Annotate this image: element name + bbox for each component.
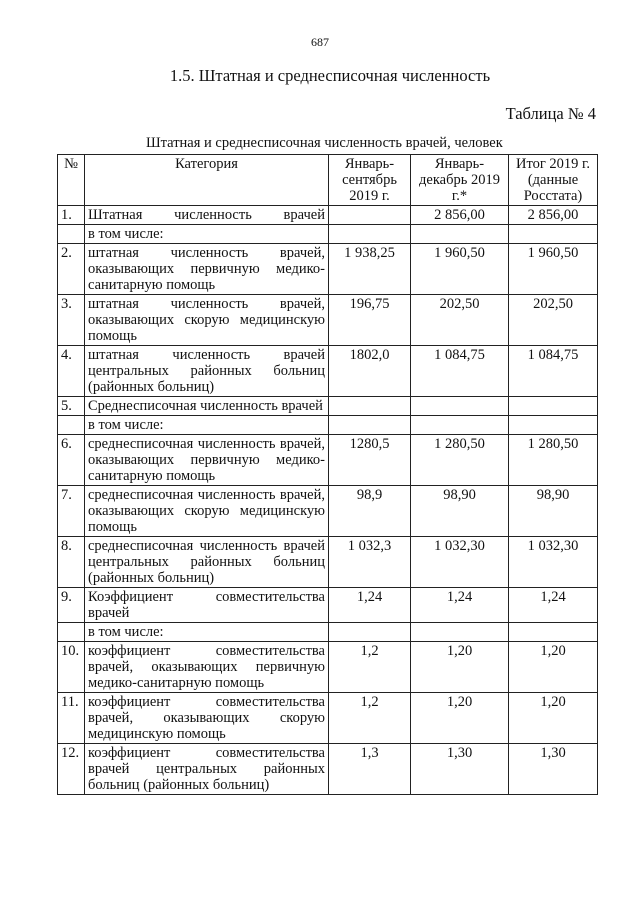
header-rosstat: Итог 2019 г. (данные Росстата) <box>509 155 598 206</box>
row-jan-dec-cell <box>411 416 509 435</box>
row-jan-dec-cell: 1 960,50 <box>411 244 509 295</box>
row-category-cell: штатная численность врачей, оказывающих скорую медицинскую помощь <box>85 295 329 346</box>
row-jan-sep-cell <box>329 416 411 435</box>
row-number-cell <box>58 416 85 435</box>
row-number-cell: 5. <box>58 397 85 416</box>
row-number-cell: 1. <box>58 206 85 225</box>
table-row <box>58 416 598 435</box>
row-number-cell: 7. <box>58 486 85 537</box>
row-jan-dec-cell: 1 084,75 <box>411 346 509 397</box>
row-jan-dec-cell: 202,50 <box>411 295 509 346</box>
row-number-cell: 8. <box>58 537 85 588</box>
table-row <box>58 295 598 346</box>
row-category-cell: коэффициент совместительства врачей, оказывающих первичную медико-санитарную помощь <box>85 642 329 693</box>
row-rosstat-cell: 2 856,00 <box>509 206 598 225</box>
staff-table <box>57 154 598 795</box>
row-number-cell <box>58 623 85 642</box>
row-jan-sep-cell: 1,3 <box>329 744 411 795</box>
table-row <box>58 435 598 486</box>
table-body <box>58 206 598 795</box>
row-number-cell: 3. <box>58 295 85 346</box>
page-number: 687 <box>311 35 329 49</box>
row-rosstat-cell <box>509 623 598 642</box>
table-number: Таблица № 4 <box>505 104 596 123</box>
row-jan-dec-cell: 1,20 <box>411 693 509 744</box>
row-rosstat-cell: 202,50 <box>509 295 598 346</box>
row-jan-sep-cell <box>329 623 411 642</box>
row-jan-sep-cell: 196,75 <box>329 295 411 346</box>
section-title: 1.5. Штатная и среднесписочная численность <box>169 66 491 85</box>
row-jan-sep-cell: 1,2 <box>329 693 411 744</box>
row-category-cell: Штатная численность врачей <box>85 206 329 225</box>
row-rosstat-cell: 1 032,30 <box>509 537 598 588</box>
table-row <box>58 537 598 588</box>
row-number-cell: 2. <box>58 244 85 295</box>
table-row <box>58 623 598 642</box>
row-category-cell: штатная численность врачей центральных районных больниц (районных больниц) <box>85 346 329 397</box>
row-jan-sep-cell: 1280,5 <box>329 435 411 486</box>
table-row <box>58 693 598 744</box>
row-category-cell: Среднесписочная численность врачей <box>85 397 329 416</box>
row-jan-dec-cell <box>411 397 509 416</box>
table-header-row <box>58 155 598 206</box>
row-jan-dec-cell: 2 856,00 <box>411 206 509 225</box>
header-jan-dec: Январь-декабрь 2019 г.* <box>411 155 509 206</box>
row-rosstat-cell: 1 084,75 <box>509 346 598 397</box>
row-category-cell: Коэффициент совместительства врачей <box>85 588 329 623</box>
row-rosstat-cell: 1,20 <box>509 693 598 744</box>
table-row <box>58 206 598 225</box>
row-category-cell: штатная численность врачей, оказывающих первичную медико-санитарную помощь <box>85 244 329 295</box>
table-row <box>58 346 598 397</box>
row-jan-sep-cell <box>329 397 411 416</box>
row-category-cell: среднесписочная численность врачей, оказывающих первичную медико-санитарную помощь <box>85 435 329 486</box>
row-category-cell: среднесписочная численность врачей, оказывающих скорую медицинскую помощь <box>85 486 329 537</box>
row-rosstat-cell: 1,30 <box>509 744 598 795</box>
row-category-cell: коэффициент совместительства врачей центральных районных больниц (районных больниц) <box>85 744 329 795</box>
row-rosstat-cell <box>509 225 598 244</box>
table-row <box>58 486 598 537</box>
row-jan-sep-cell: 98,9 <box>329 486 411 537</box>
row-category-cell: в том числе: <box>85 225 329 244</box>
row-jan-dec-cell: 1 280,50 <box>411 435 509 486</box>
row-number-cell: 10. <box>58 642 85 693</box>
header-jan-sep: Январь-сентябрь 2019 г. <box>329 155 411 206</box>
row-rosstat-cell: 1,24 <box>509 588 598 623</box>
row-rosstat-cell: 1 280,50 <box>509 435 598 486</box>
row-jan-sep-cell: 1802,0 <box>329 346 411 397</box>
table-row <box>58 588 598 623</box>
header-category: Категория <box>85 155 329 206</box>
table-row <box>58 397 598 416</box>
row-category-cell: среднесписочная численность врачей центральных районных больниц (районных больниц) <box>85 537 329 588</box>
row-category-cell: в том числе: <box>85 623 329 642</box>
row-jan-dec-cell: 1,20 <box>411 642 509 693</box>
row-jan-dec-cell <box>411 623 509 642</box>
row-rosstat-cell: 98,90 <box>509 486 598 537</box>
row-category-cell: в том числе: <box>85 416 329 435</box>
row-number-cell: 12. <box>58 744 85 795</box>
row-jan-sep-cell: 1 938,25 <box>329 244 411 295</box>
table-caption: Штатная и среднесписочная численность врачей, человек <box>146 135 503 151</box>
row-number-cell: 6. <box>58 435 85 486</box>
row-jan-dec-cell: 98,90 <box>411 486 509 537</box>
row-number-cell: 4. <box>58 346 85 397</box>
row-jan-sep-cell <box>329 206 411 225</box>
row-jan-sep-cell: 1 032,3 <box>329 537 411 588</box>
row-jan-sep-cell <box>329 225 411 244</box>
row-jan-dec-cell <box>411 225 509 244</box>
row-jan-dec-cell: 1 032,30 <box>411 537 509 588</box>
row-jan-sep-cell: 1,2 <box>329 642 411 693</box>
row-jan-sep-cell: 1,24 <box>329 588 411 623</box>
table-row <box>58 744 598 795</box>
row-rosstat-cell <box>509 416 598 435</box>
header-num: № <box>58 155 85 206</box>
row-number-cell: 9. <box>58 588 85 623</box>
table-row <box>58 225 598 244</box>
table-row <box>58 244 598 295</box>
row-category-cell: коэффициент совместительства врачей, оказывающих скорую медицинскую помощь <box>85 693 329 744</box>
row-number-cell <box>58 225 85 244</box>
row-rosstat-cell: 1,20 <box>509 642 598 693</box>
row-jan-dec-cell: 1,30 <box>411 744 509 795</box>
row-number-cell: 11. <box>58 693 85 744</box>
row-rosstat-cell: 1 960,50 <box>509 244 598 295</box>
row-jan-dec-cell: 1,24 <box>411 588 509 623</box>
row-rosstat-cell <box>509 397 598 416</box>
table-row <box>58 642 598 693</box>
